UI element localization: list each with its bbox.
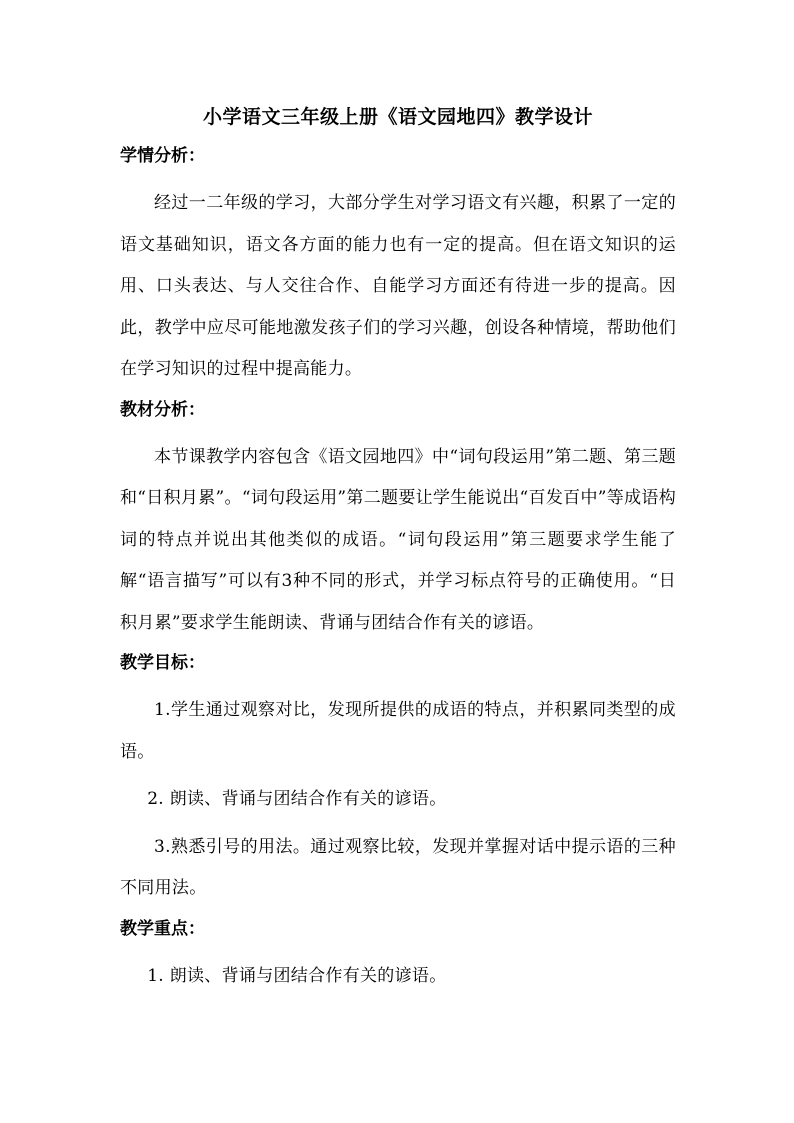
heading-key-points: 教学重点： <box>120 918 205 939</box>
key-point-item-1: 1. 朗读、背诵与团结合作有关的谚语。 <box>147 965 447 986</box>
objective-item-2: 2. 朗读、背诵与团结合作有关的谚语。 <box>147 789 447 809</box>
heading-objectives: 教学目标： <box>120 653 205 673</box>
document-page <box>120 103 676 1003</box>
paragraph-material-analysis: 本节课教学内容包含《语文园地四》中“词句段运用”第二题、第三题和“日积月累”。“词句段运用”第二题要让学生能说出“百发百中”等成语构词的特点并说出其他类似的成语。“词句段运用”第三题要求学生能了解“语言描写”可以有3种不同的形式，并学习标点符号的正确使用。“日积月累”要求学生能朗读、背诵与团结合作有关的谚语。 <box>120 446 676 633</box>
document-title: 小学语文三年级上册《语文园地四》教学设计 <box>202 106 593 128</box>
heading-learner-analysis: 学情分析： <box>120 146 205 166</box>
objective-item-3: 3.熟悉引号的用法。通过观察比较，发现并掌握对话中提示语的三种不同用法。 <box>120 836 676 898</box>
objective-item-1: 1.学生通过观察对比，发现所提供的成语的特点，并积累同类型的成语。 <box>120 700 676 762</box>
paragraph-learner-analysis: 经过一二年级的学习，大部分学生对学习语文有兴趣，积累了一定的语文基础知识，语文各方面的能力也有一定的提高。但在语文知识的运用、口头表达、与人交往合作、自能学习方面还有待进一步的提高。因此，教学中应尽可能地激发孩子们的学习兴趣，创设各种情境，帮助他们在学习知识的过程中提高能力。 <box>120 193 676 379</box>
heading-material-analysis: 教材分析： <box>120 399 205 420</box>
